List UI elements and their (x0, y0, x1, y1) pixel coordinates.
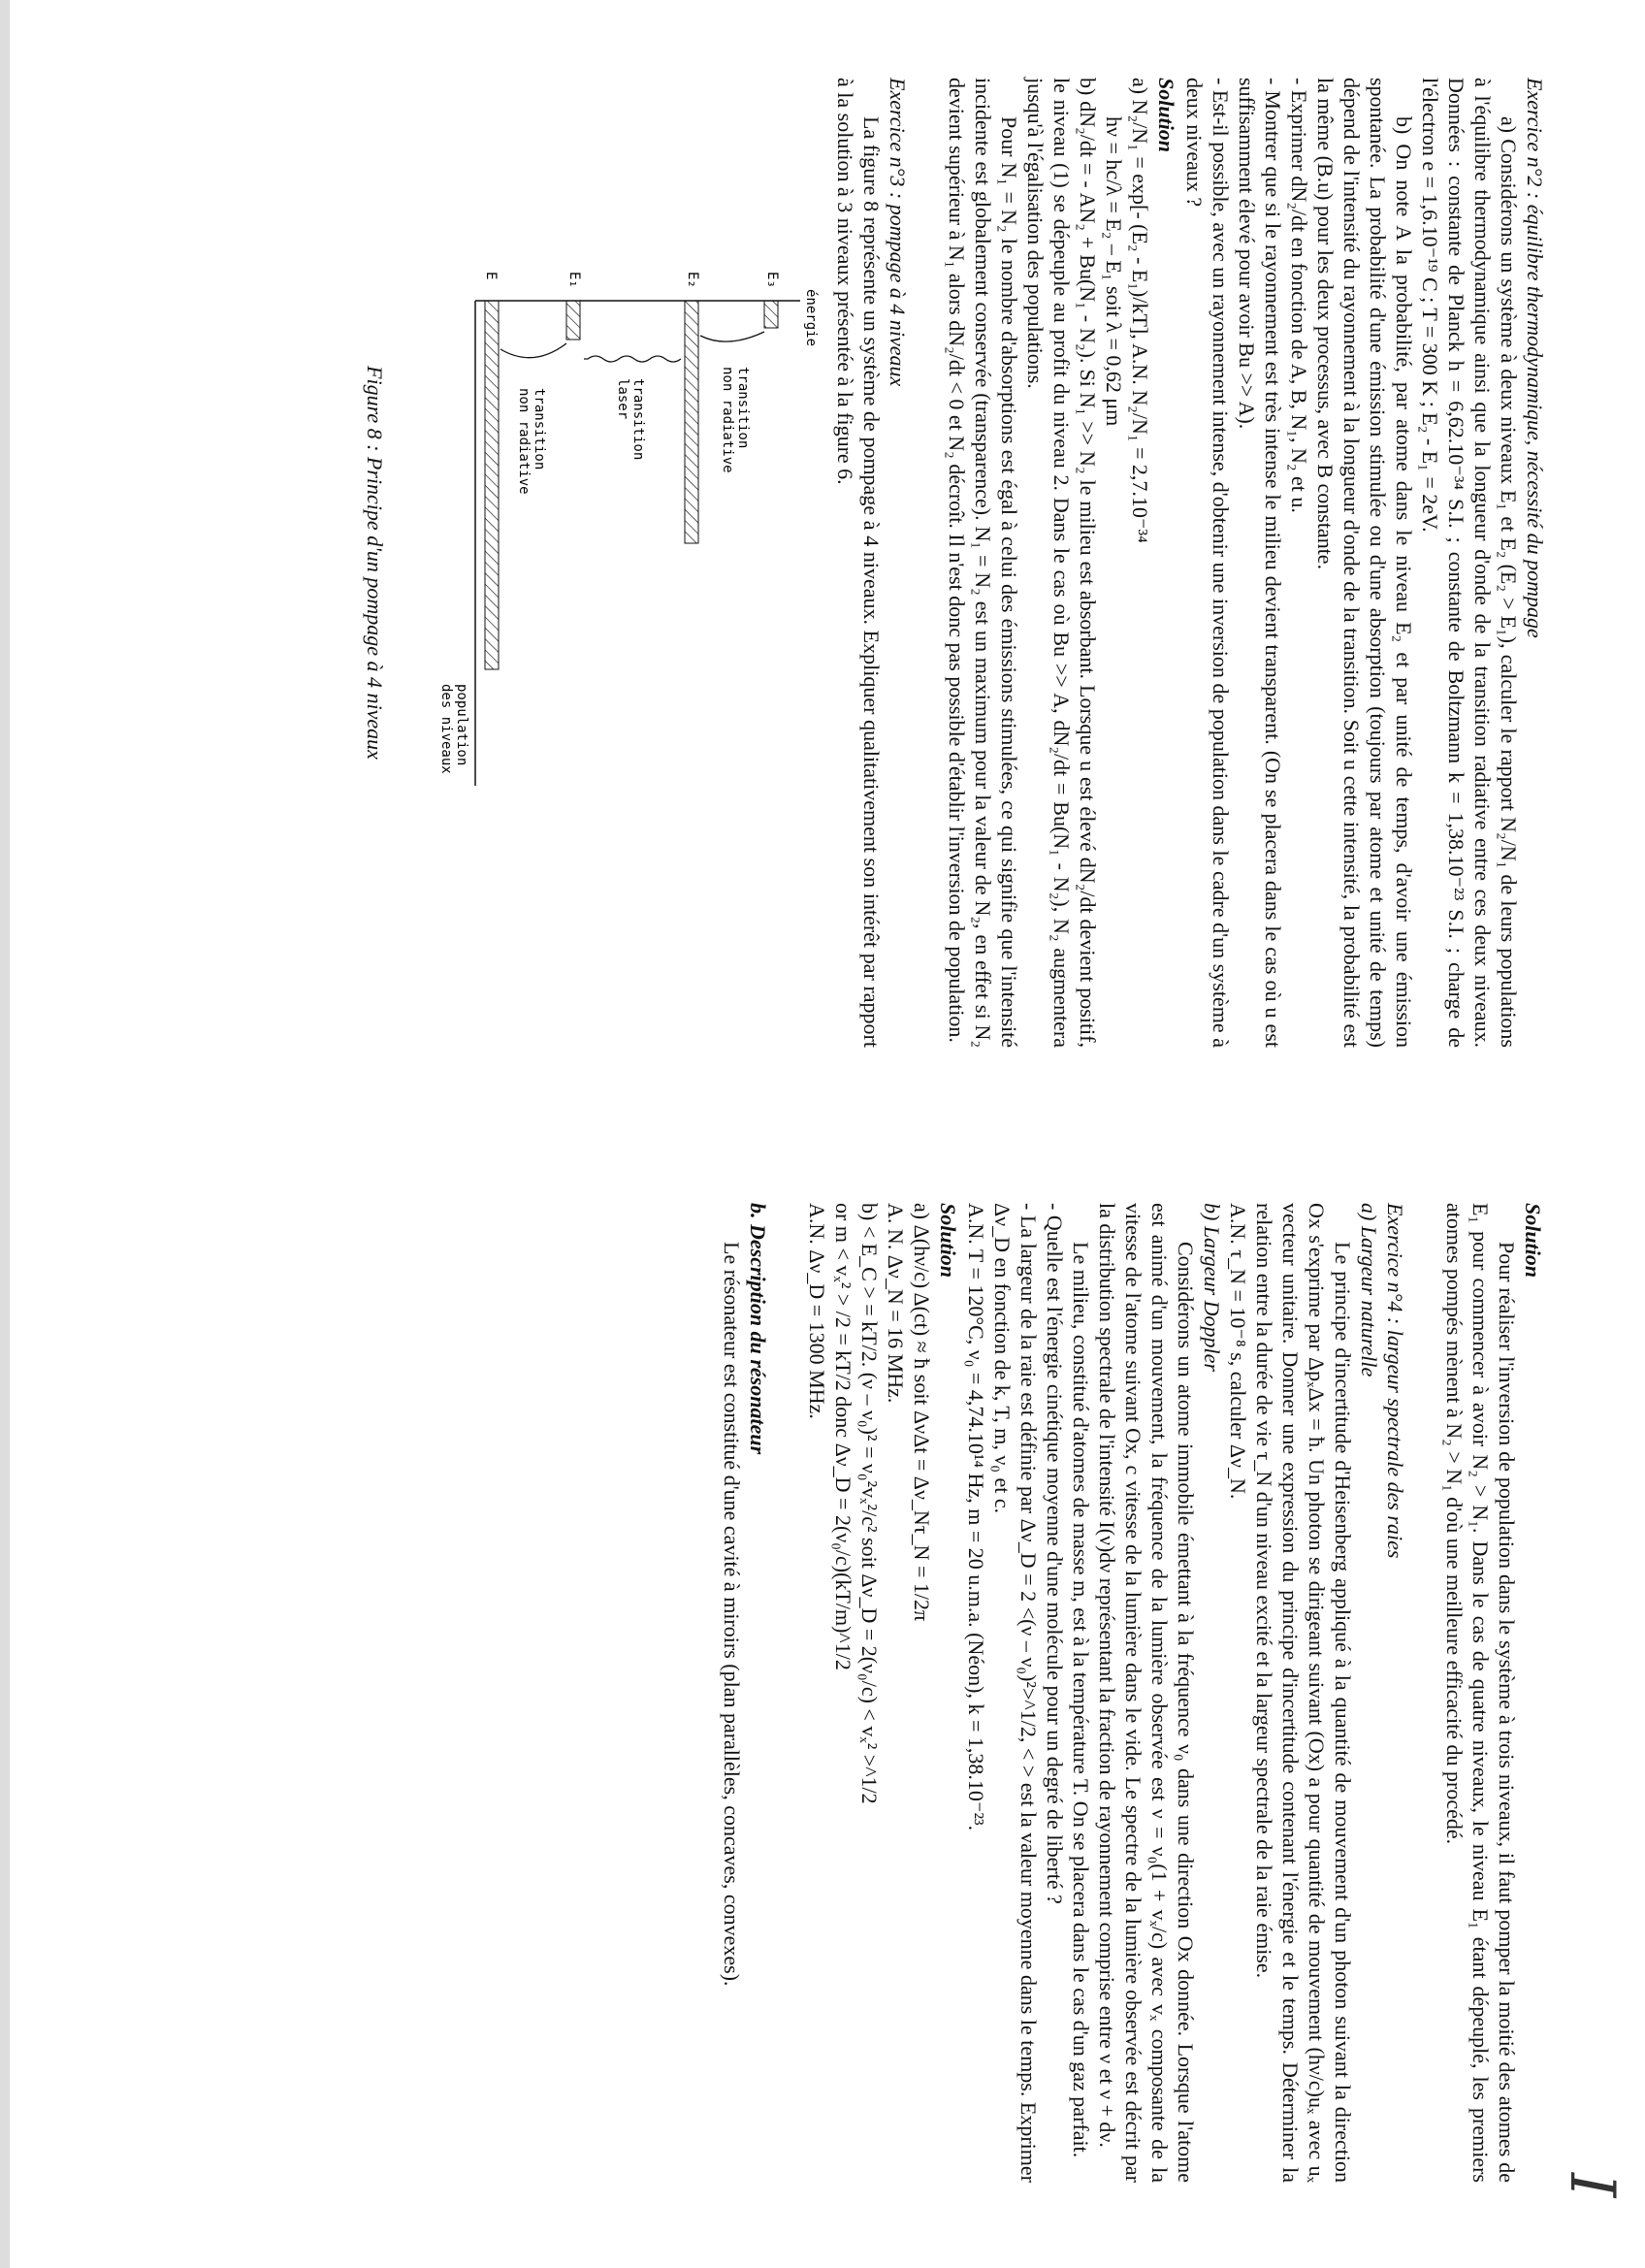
laser-label-2: laser (615, 378, 630, 420)
level-e0-bar (485, 301, 499, 669)
exercise-3-solution-heading: Solution (1521, 1203, 1545, 1279)
exercise-3-solution-text: Pour réaliser l'inversion de population dans le système à trois niveaux, il faut pomper la moitié des atomes de E₁ pour commencer à avoir N₂ > N₁. Dans le cas de quatre niveaux, le niveau E₁ étant dépeuplé, les premiers atomes pompés mènent à N₂ > N₁ d'où une meilleure efficacité du procédé. (1442, 1203, 1519, 2183)
laser-transition-arrow (584, 356, 681, 362)
level-e2-bar (685, 301, 698, 543)
exercise-4-a-text: Le principe d'incertitude d'Heisenberg appliqué à la quantité de mouvement d'un photon suivant la direction Ox s'exprime par ΔpₓΔx = ħ. Un photon se dirigeant suivant (Ox) a pour quantité de mouvement (hν/c)uₓ avec uₓ vecteur unitaire. Donner une expression du principe d'incertitude contenant l'énergie et le temps. Déterminer la relation entre la durée de vie τ_N d'un niveau excité et la largeur spectrale de la raie émise. (1252, 1203, 1355, 2183)
handwritten-mark: I (1556, 2173, 1628, 2198)
transition-bottom-label-1: transition (532, 388, 547, 470)
scan-edge (0, 0, 10, 2268)
transition-arrow-top (700, 332, 764, 341)
level-e2-label: E₂ (685, 272, 700, 288)
axis-label-energy: énergie (803, 289, 819, 347)
exercise-4-b-text: Considérons un atome immobile émettant à la fréquence ν₀ dans une direction Ox donnée. Lorsque l'atome est animé d'un mouvement, la fréquence de la lumière observée est ν = ν₀(1 + vₓ/c) avec vₓ composante de la vitesse de l'atome suivant Ox, c vitesse de la lumière dans le vide. Le spectre de la lumière observée est décrit par la distribution spectrale de l'intensité I(ν)dν représentant la fraction de rayonnement comprise entre ν et ν + dν. (1095, 1203, 1198, 2183)
solution-a-line-1: a) N₂/N₁ = exp[- (E₂ - E₁)/kT], A.N. N₂/N₁ = 2,7.10⁻³⁴ (1128, 78, 1152, 543)
exercise-3-text: La figure 8 représente un système de pompage à 4 niveaux. Expliquer qualitativement son intérêt par rapport à la solution à 3 niveaux présentée à la figure 6. (833, 78, 884, 1048)
exercise-4-solution-b-1: b) < E_C > = kT/2. (ν – ν₀)² = ν₀²vₓ²/c² soit Δν_D = 2(ν₀/c) < vₓ² >^1/2 (857, 1203, 882, 1804)
exercise-4-a-application: A.N. τ_N = 10⁻⁸ s, calculer Δν_N. (1226, 1203, 1250, 1500)
exercise-4-solution-a-2: A. N. Δν_N = 16 MHz. (884, 1203, 908, 1404)
laser-label-1: transition (630, 378, 646, 461)
exercise-4-b-question-1: - Quelle est l'énergie cinétique moyenne d'une molécule pour un degré de liberté ? (1043, 1203, 1067, 1904)
exercise-4-b-title: b) Largeur Doppler (1200, 1203, 1224, 1372)
figure-8-wrapper (398, 78, 824, 1048)
exercise-2-title: Exercice n°2 : équilibre thermodynamique, nécessité du pompage (1523, 78, 1547, 638)
axis-label-population-1: population (454, 684, 469, 766)
exercise-4-solution-b-3: A.N. Δν_D = 1300 MHz. (805, 1203, 829, 1419)
transition-top-label-2: non radiative (720, 367, 735, 473)
figure-8-diagram (436, 243, 824, 825)
exercise-2-question-2: - Montrer que si le rayonnement est très intense le milieu devient transparent. (On se placera dans le cas où u est suffisamment élevé pour avoir Bu >> A). (1235, 78, 1285, 1048)
transition-bottom-label-2: non radiative (516, 388, 532, 495)
exercise-4-b-text-2: Le milieu, constitué d'atomes de masse m, est à la température T. On se placera dans le cas d'un gaz parfait. (1069, 1242, 1093, 2158)
resonator-text: Le résonateur est constitué d'une cavité à miroirs (plan parallèles, concaves, convexes). (720, 1242, 744, 1987)
level-e1-bar (566, 301, 580, 340)
level-e3-label: E₃ (764, 272, 780, 288)
left-column (362, 78, 1548, 1048)
solution-heading: Solution (1154, 78, 1178, 153)
level-e1-label: E₁ (566, 272, 582, 288)
exercise-2-part-a: a) Considérons un système à deux niveaux E₁ et E₂ (E₂ > E₁), calculer le rapport N₂/N₁ de leurs populations à l'équilibre thermodynamique ainsi que la longueur d'onde de la transition radiative entre ces deux niveaux. Données : constante de Planck h = 6,62.10⁻³⁴ S.I. ; constante de Boltzmann k = 1,38.10⁻²³ S.I. ; charge de l'électron e = 1,6.10⁻¹⁹ C ; T = 300 K ; E₂ - E₁ = 2eV. (1418, 78, 1521, 1048)
solution-b-continued: Pour N₁ = N₂ le nombre d'absorptions est égal à celui des émissions stimulées, ce qui signifie que l'intensité incidente est globalement conservée (transparence). N₁ = N₂ est un maximum pour la valeur de N₂, en effet si N₂ devient supérieur à N₁ alors dN₂/dt < 0 et N₂ décroît. Il n'est donc pas possible d'établir l'inversion de population. (945, 78, 1021, 1048)
solution-b: b) dN₂/dt = - AN₂ + Bu(N₁ - N₂). Si N₁ >> N₂ le milieu est absorbant. Lorsque u est élevé dN₂/dt devient positif, le niveau (1) se dépeuple au profit du niveau 2. Dans le cas où Bu >> A, dN₂/dt = Bu(N₁ - N₂), N₂ augmentera jusqu'à l'égalisation des populations. (1023, 78, 1100, 1048)
exercise-2-part-b: b) On note A la probabilité, par atome dans le niveau E₂ et par unité de temps, d'avoir une émission spontanée. La probabilité d'une émission stimulée ou d'une absorption (toujours par atome et unité de temps) dépend de l'intensité du rayonnement à la longueur d'onde de la transition. Soit u cette intensité, la probabilité est la même (B.u) pour les deux processus, avec B constante. (1313, 78, 1416, 1048)
exercise-2-question-3: - Est-il possible, avec un rayonnement intense, d'obtenir une inversion de population dans le cadre d'un système à deux niveaux ? (1182, 78, 1233, 1048)
exercise-4-solution-a-1: a) Δ(hν/c) Δ(ct) ≈ ħ soit ΔνΔt = Δν_Nτ_N = 1/2π (910, 1203, 934, 1622)
exercise-4-solution-heading: Solution (936, 1203, 960, 1279)
axis-label-population-2: des niveaux (438, 684, 454, 774)
level-e0-label: E (483, 272, 499, 280)
level-e3-bar (764, 301, 778, 328)
exercise-4-solution-b-2: or m < vₓ² > /2 = kT/2 donc Δν_D = 2(ν₀/c)(kT/m)^1/2 (831, 1203, 855, 1670)
transition-top-label-1: transition (735, 367, 751, 449)
transition-arrow-bottom (500, 343, 566, 358)
right-column (719, 1203, 1548, 2183)
exercise-3-title: Exercice n°3 : pompage à 4 niveaux (886, 78, 910, 387)
exercise-4-b-application: A.N. T = 120°C, ν₀ = 4,74.10¹⁴ Hz, m = 20 u.m.a. (Néon), k = 1,38.10⁻²³. (964, 1203, 988, 1831)
exercise-4-b-question-2: - La largeur de la raie est définie par Δν_D = 2 <(ν – ν₀)²>^1/2, < > est la valeur moyenne dans le temps. Exprimer Δν_D en fonction de k, T, m, ν₀ et c. (990, 1203, 1041, 2183)
exercise-4-title: Exercice n°4 : largeur spectrale des raies (1383, 1203, 1407, 1559)
solution-a-line-2: hν = hc/λ = E₂ – E₁ soit λ = 0,62 μm (1102, 116, 1126, 427)
exercise-4-a-title: a) Largeur naturelle (1357, 1203, 1381, 1377)
resonator-title: b. Description du résonateur (746, 1203, 770, 1455)
figure-8-caption: Figure 8 : Principe d'un pompage à 4 niveaux (363, 366, 387, 760)
exercise-2-question-1: - Exprimer dN₂/dt en fonction de A, B, N₁, N₂ et u. (1287, 78, 1311, 513)
